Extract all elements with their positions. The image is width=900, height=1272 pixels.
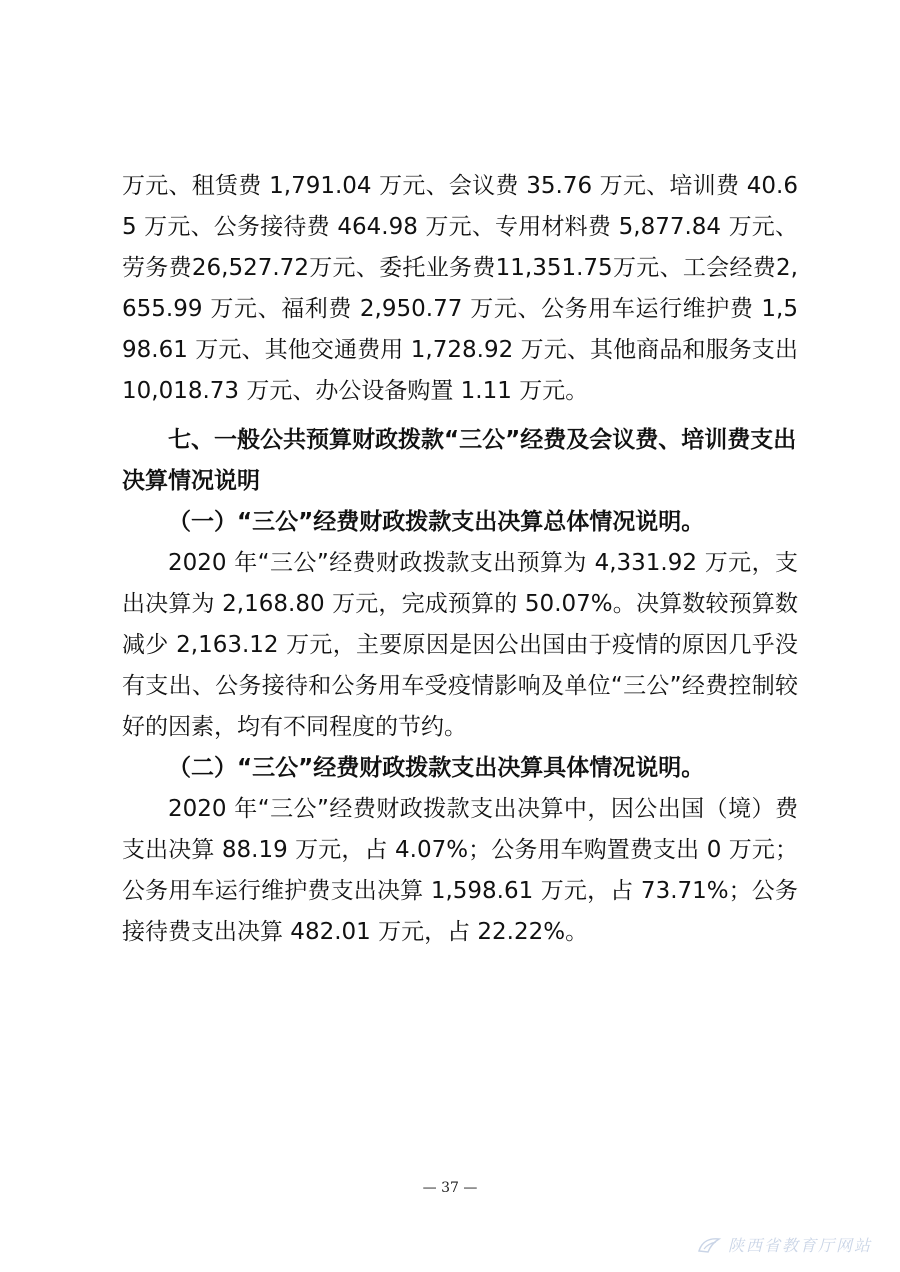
watermark-text: 陕西省教育厅网站 (727, 1236, 872, 1255)
subheading-overall: （一）“三公”经费财政拨款支出决算总体情况说明。 (168, 509, 705, 535)
document-body (122, 166, 798, 953)
subheading-specific: （二）“三公”经费财政拨款支出决算具体情况说明。 (168, 755, 705, 781)
site-watermark (696, 1233, 872, 1256)
page-number: — 37 — (422, 1180, 478, 1196)
watermark-logo-icon (696, 1235, 722, 1255)
paragraph-expense-list: 万元、租赁费 1,791.04 万元、会议费 35.76 万元、培训费 40.65 万元、公务接待费 464.98 万元、专用材料费 5,877.84 万元、劳务费26,527.72万元、委托业务费11,351.75万元、工会经费2,655.99 万元、福利费 2,950.77 万元、公务用车运行维护费 1,598.61 万元、其他交通费用 1,728.92 万元、其他商品和服务支出 10,018.73 万元、办公设备购置 1.11 万元。 (122, 173, 798, 404)
paragraph-overall-description: 2020 年“三公”经费财政拨款支出预算为 4,331.92 万元，支出决算为 2,168.80 万元，完成预算的 50.07%。决算数较预算数减少 2,163.12 万元，主要原因是因公出国由于疫情的原因几乎没有支出、公务接待和公务用车受疫情影响及单位“三公”经费控制较好的因素，均有不同程度的节约。 (122, 550, 798, 740)
section-heading-seven: 七、一般公共预算财政拨款“三公”经费及会议费、培训费支出决算情况说明 (122, 427, 797, 494)
paragraph-specific-description: 2020 年“三公”经费财政拨款支出决算中，因公出国（境）费支出决算 88.19 万元，占 4.07%；公务用车购置费支出 0 万元；公务用车运行维护费支出决算 1,598.61 万元，占 73.71%；公务接待费支出决算 482.01 万元，占 22.22%。 (122, 796, 798, 945)
